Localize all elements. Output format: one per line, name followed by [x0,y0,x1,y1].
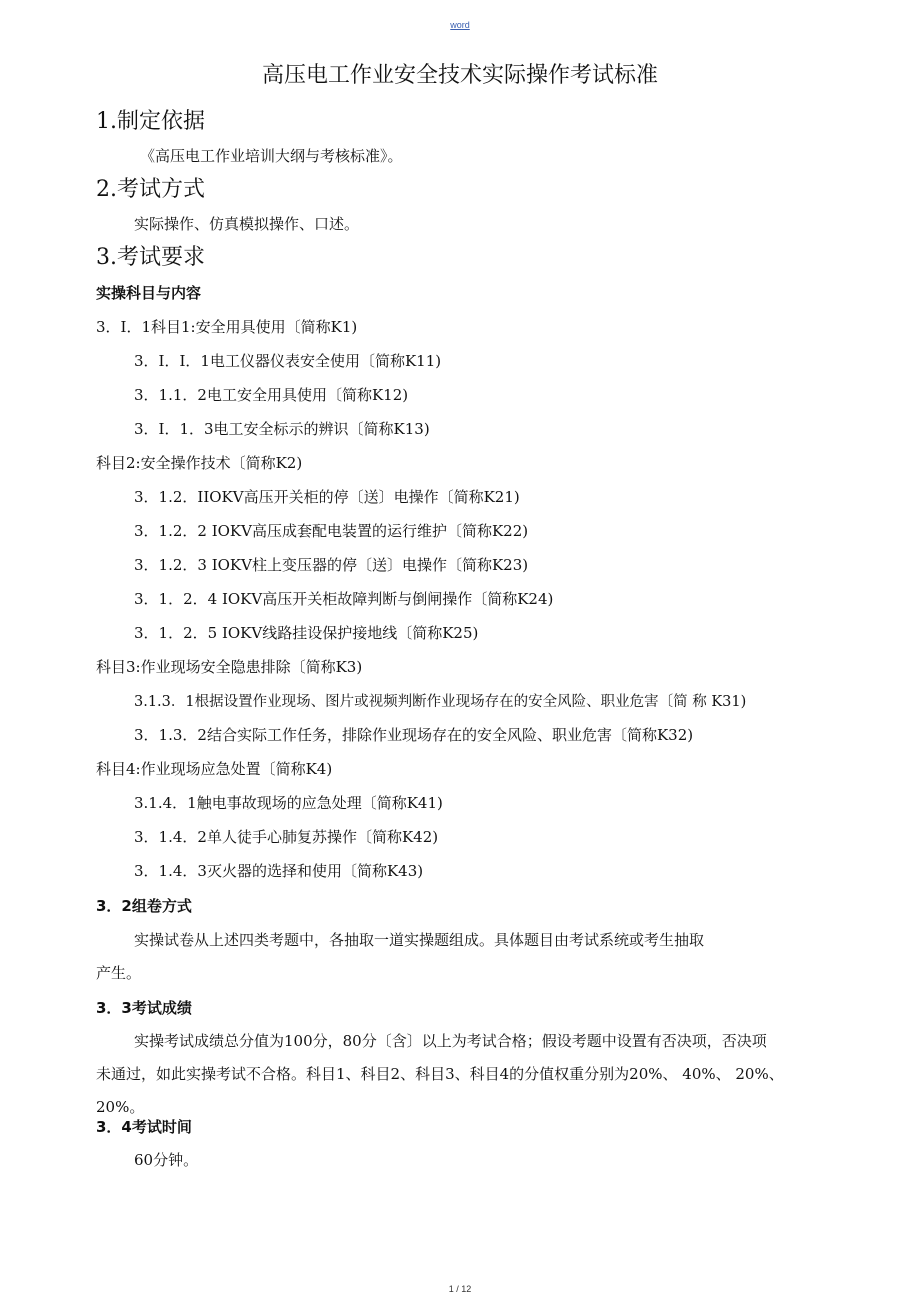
list-item: 3．1．2．5 IOKV线路挂设保护接地线〔简称K25) [134,624,479,642]
list-item: 科目3:作业现场安全隐患排除〔简称K3) [96,658,363,676]
section-1-heading: 1.制定依据 [96,109,205,134]
section-2-text: 实际操作、仿真模拟操作、口述。 [134,215,360,233]
section-3-4-text: 60分钟。 [134,1151,199,1169]
section-3-subheading: 实操科目与内容 [96,284,202,302]
section-2-heading: 2.考试方式 [96,177,205,202]
list-item: 科目2:安全操作技术〔简称K2) [96,454,303,472]
section-3-4-heading: 3．4考试时间 [96,1118,192,1136]
list-item: 3.1.3．1根据设置作业现场、图片或视频判断作业现场存在的安全风险、职业危害〔简 称 K31) [134,694,747,710]
list-item: 3．1.2．3 IOKV柱上变压器的停〔送〕电操作〔简称K23) [134,556,529,574]
section-3-2-heading: 3．2组卷方式 [96,897,192,915]
section-1-text: 《高压电工作业培训大纲与考核标准》。 [140,147,403,165]
document-title: 高压电工作业安全技术实际操作考试标准 [261,63,658,88]
list-item: 3．1.4．2单人徒手心肺复苏操作〔简称K42) [134,828,439,846]
list-item: 3．1.1．2电工安全用具使用〔简称K12) [134,386,409,404]
section-3-3-text-end: 20%。 [96,1098,145,1116]
list-item: 科目4:作业现场应急处置〔简称K4) [96,760,333,778]
list-item: 3．1.2．IIOKV高压开关柜的停〔送〕电操作〔简称K21) [134,488,520,506]
header-word-mark: word [450,20,470,30]
page-number: 1 / 12 [448,1284,472,1294]
list-item: 3．1.2．2 IOKV高压成套配电装置的运行维护〔简称K22) [134,522,529,540]
list-item: 3．1.4．3灭火器的选择和使用〔简称K43) [134,862,424,880]
section-3-2-text: 实操试卷从上述四类考题中，各抽取一道实操题组成。具体题目由考试系统或考生抽取 [134,931,705,949]
list-item: 3．I．I．1电工仪器仪表安全使用〔简称K11) [134,352,442,370]
list-item: 3．1.3．2结合实际工作任务，排除作业现场存在的安全风险、职业危害〔简称K32) [134,726,694,744]
section-3-2-text-cont: 产生。 [96,964,142,982]
list-item: 3．I．1．3电工安全标示的辨识〔简称K13) [134,420,430,438]
section-3-3-text: 实操考试成绩总分值为100分，80分〔含〕以上为考试合格；假设考题中设置有否决项，否决项 [134,1032,767,1050]
section-3-heading: 3.考试要求 [96,245,205,270]
list-item: 3.1.4．1触电事故现场的应急处理〔简称K41) [134,794,443,812]
list-item: 3．I．1科目1:安全用具使用〔简称K1) [96,318,358,336]
list-item: 3．1．2．4 IOKV高压开关柜故障判断与倒闸操作〔简称K24) [134,590,554,608]
section-3-3-text-cont: 未通过，如此实操考试不合格。科目1、科目2、科目3、科目4的分值权重分别为20%、 40%、 20%、 [96,1065,784,1083]
section-3-3-heading: 3．3考试成绩 [96,999,192,1017]
